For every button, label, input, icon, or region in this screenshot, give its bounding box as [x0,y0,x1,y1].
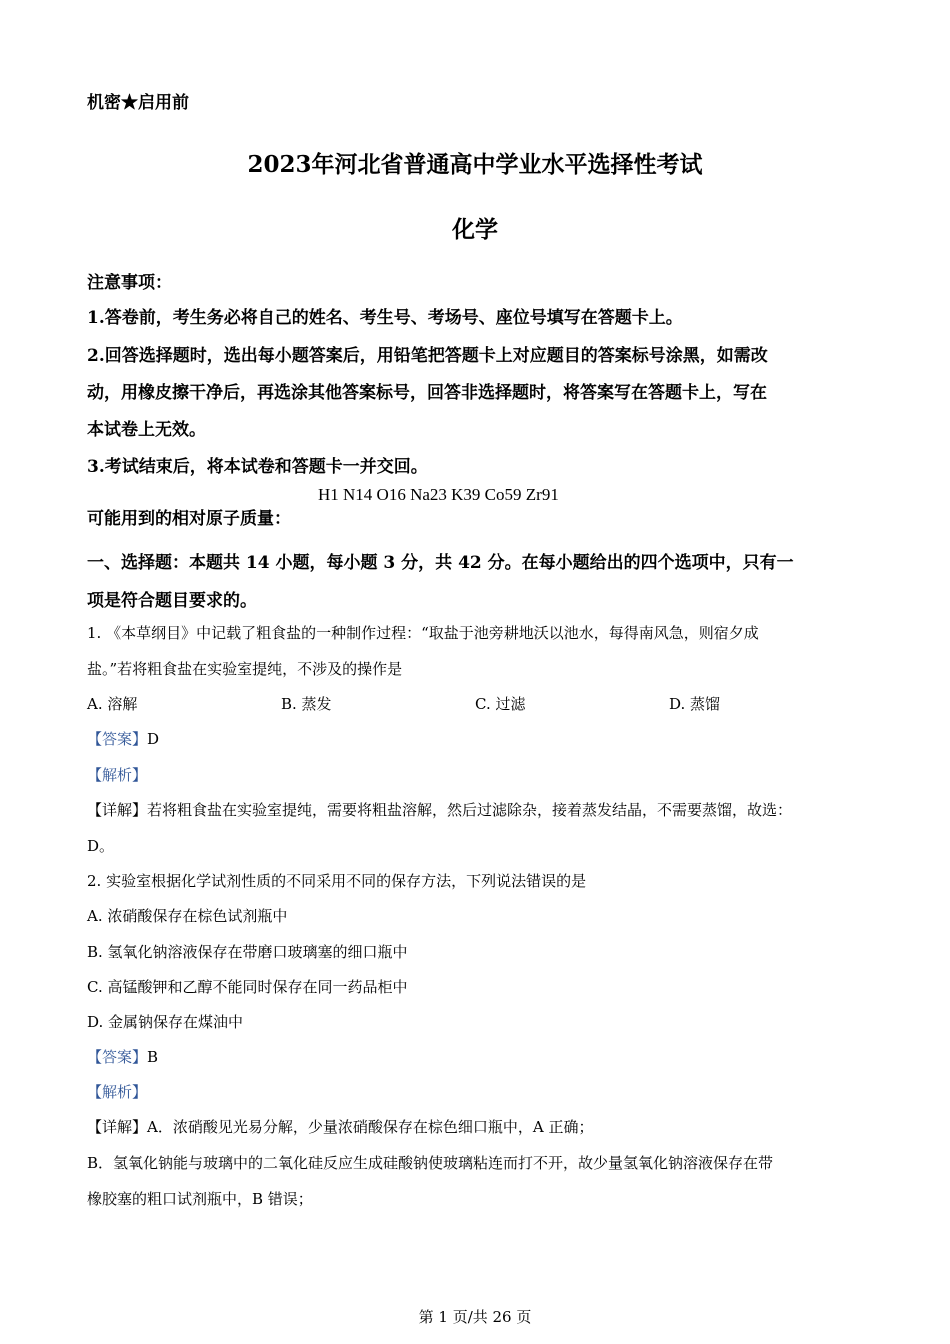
notes-heading: 注意事项： [87,273,172,293]
atomic-mass-values: H1 N14 O16 Na23 K39 Co59 Zr91 [318,485,559,504]
q2-option-a: A. 浓硝酸保存在棕色试剂瓶中 [87,907,288,925]
q2-detail-a-text: A．浓硝酸见光易分解，少量浓硝酸保存在棕色细口瓶中，A 正确； [147,1118,594,1136]
q1-option-c: C. 过滤 [475,695,526,713]
notes-item-3: 3.考试结束后，将本试卷和答题卡一并交回。 [87,457,428,477]
q2-answer-value: B [147,1048,159,1066]
q2-answer-tag: 【答案】 [87,1048,148,1066]
q2-stem: 2. 实验室根据化学试剂性质的不同采用不同的保存方法，下列说法错误的是 [87,872,587,890]
page-footer: 第 1 页/共 26 页 [418,1308,532,1326]
q2-detail-a [87,1116,593,1137]
notes-item-1: 1.答卷前，考生务必将自己的姓名、考生号、考场号、座位号填写在答题卡上。 [87,308,683,328]
section1-heading-line-1: 一、选择题：本题共 14 小题，每小题 3 分，共 42 分。在每小题给出的四个选项中，只有一 [87,553,794,573]
q2-option-c: C. 高锰酸钾和乙醇不能同时保存在同一药品柜中 [87,978,408,996]
q1-detail-tag: 【详解】 [87,801,148,819]
q1-stem-line-1: 1. 《本草纲目》中记载了粗食盐的一种制作过程：“取盐于池旁耕地沃以池水，每得南风急，则宿夕成 [87,624,759,642]
section1-heading-line-2: 项是符合题目要求的。 [87,591,257,611]
q1-analysis-tag: 【解析】 [87,766,148,784]
q1-answer-tag: 【答案】 [87,730,148,748]
notes-item-2-line-1: 2.回答选择题时，选出每小题答案后，用铅笔把答题卡上对应题目的答案标号涂黑，如需改 [87,346,768,366]
notes-item-2-line-2: 动，用橡皮擦干净后，再选涂其他答案标号，回答非选择题时，将答案写在答题卡上，写在 [87,383,767,403]
q1-answer [87,728,159,749]
secret-mark: 机密★启用前 [87,93,189,113]
q2-detail-b-line-1: B．氢氧化钠能与玻璃中的二氧化硅反应生成硅酸钠使玻璃粘连而打不开，故少量氢氧化钠溶液保存在带 [87,1154,774,1172]
q1-detail-text: 若将粗食盐在实验室提纯，需要将粗盐溶解，然后过滤除杂，接着蒸发结晶，不需要蒸馏，故选： [147,801,793,819]
q1-detail-line-2: D。 [87,837,115,855]
notes-item-2-line-3: 本试卷上无效。 [87,420,206,440]
q1-option-a: A. 溶解 [87,695,138,713]
q1-stem-line-2: 盐。”若将粗食盐在实验室提纯，不涉及的操作是 [87,660,403,678]
atomic-mass-label: 可能用到的相对原子质量： [87,509,291,529]
q2-detail-tag: 【详解】 [87,1118,148,1136]
q2-answer [87,1046,158,1067]
q2-option-b: B. 氢氧化钠溶液保存在带磨口玻璃塞的细口瓶中 [87,943,408,961]
q1-option-b: B. 蒸发 [281,695,332,713]
q1-detail-line-1 [87,799,792,820]
q1-option-d: D. 蒸馏 [669,695,721,713]
q2-detail-b-line-2: 橡胶塞的粗口试剂瓶中，B 错误； [87,1190,313,1208]
q2-option-d: D. 金属钠保存在煤油中 [87,1013,244,1031]
q2-analysis-tag: 【解析】 [87,1083,148,1101]
q1-answer-value: D [147,730,160,748]
subject-title: 化学 [452,216,498,243]
exam-title: 2023年河北省普通高中学业水平选择性考试 [247,151,703,178]
